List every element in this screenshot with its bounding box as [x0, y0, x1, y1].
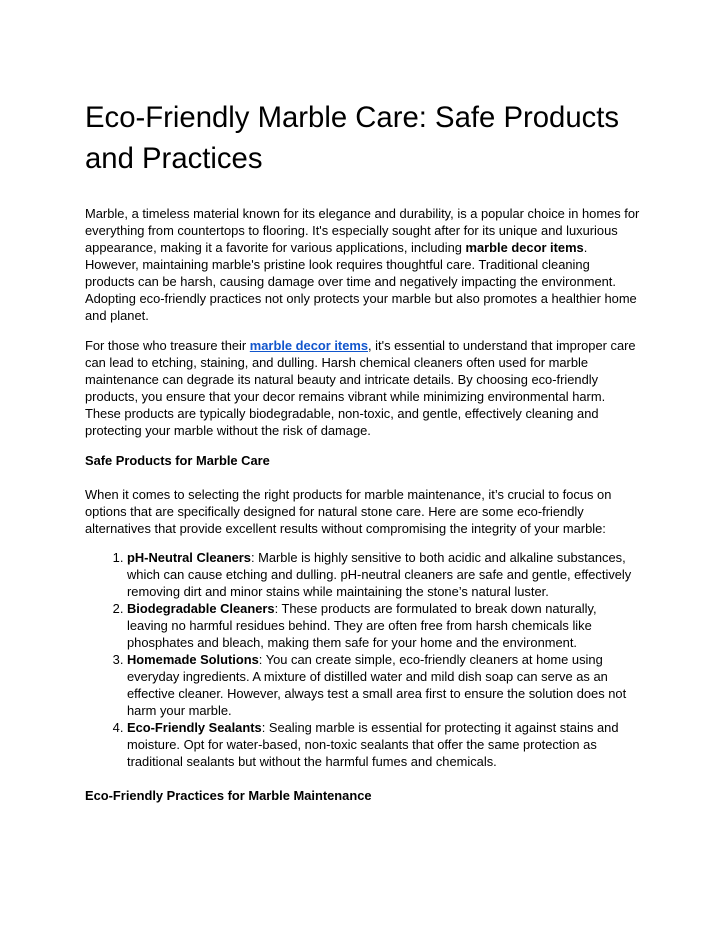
- para2-text-1: For those who treasure their: [85, 338, 250, 353]
- section-heading-safe-products: Safe Products for Marble Care: [85, 453, 270, 468]
- list-item: [127, 549, 640, 600]
- para2-text-2: , it's essential to understand that improper care can lead to etching, staining, and dulling. Harsh chemical cleaners often used for marble maintenance can degrade its natural beauty and intricate details. By choosing eco-friendly products, you ensure that your decor remains vibrant while minimizing environmental harm. These products are typically biodegradable, non-toxic, and gentle, effectively cleaning and protecting your marble without the risk of damage.: [85, 338, 636, 438]
- list-item-text: : These products are formulated to break down naturally, leaving no harmful residues behind. They are often free from harsh chemicals like phosphates and bleach, making them safe for your home and the environment.: [127, 601, 597, 650]
- list-item-term: pH-Neutral Cleaners: [127, 550, 251, 565]
- section-heading-practices: Eco-Friendly Practices for Marble Maintenance: [85, 788, 372, 803]
- product-list: [85, 549, 640, 770]
- third-paragraph: When it comes to selecting the right products for marble maintenance, it’s crucial to focus on options that are specifically designed for natural stone care. Here are some eco-friendly alternatives that provide excellent results without compromising the integrity of your marble:: [85, 487, 612, 536]
- intro-bold-term: marble decor items: [465, 240, 584, 255]
- list-item-term: Eco-Friendly Sealants: [127, 720, 262, 735]
- marble-decor-link[interactable]: marble decor items: [249, 338, 369, 353]
- list-item-term: Homemade Solutions: [127, 652, 259, 667]
- intro-text-1: Marble, a timeless material known for its elegance and durability, is a popular choice in homes for everything from countertops to flooring. It's especially sought after for its unique and luxurious appearance, making it a favorite for various applications, including: [85, 206, 640, 255]
- intro-paragraph: [85, 205, 640, 324]
- document-page: [85, 97, 640, 821]
- list-item-text: : You can create simple, eco-friendly cleaners at home using everyday ingredients. A mixture of distilled water and mild dish soap can serve as an effective cleaner. However, always test a small area first to ensure the solution does not harm your marble.: [127, 652, 627, 718]
- list-item: [127, 719, 640, 770]
- list-item: [127, 600, 640, 651]
- page-title: Eco-Friendly Marble Care: Safe Products and Practices: [85, 101, 620, 175]
- list-item-text: : Marble is highly sensitive to both acidic and alkaline substances, which can cause etching and dulling. pH-neutral cleaners are safe and gentle, effectively removing dirt and minor stains while maintaining the stone’s natural luster.: [127, 550, 632, 599]
- list-item-term: Biodegradable Cleaners: [127, 601, 275, 616]
- second-paragraph: [85, 337, 640, 439]
- intro-text-2: . However, maintaining marble's pristine look requires thoughtful care. Traditional cleaning products can be harsh, causing damage over time and negatively impacting the environment. Adopting eco-friendly practices not only protects your marble but also promotes a healthier home and planet.: [85, 240, 637, 323]
- list-item-text: : Sealing marble is essential for protecting it against stains and moisture. Opt for water-based, non-toxic sealants that offer the same protection as traditional sealants but without the harmful fumes and chemicals.: [127, 720, 619, 769]
- list-item: [127, 651, 640, 719]
